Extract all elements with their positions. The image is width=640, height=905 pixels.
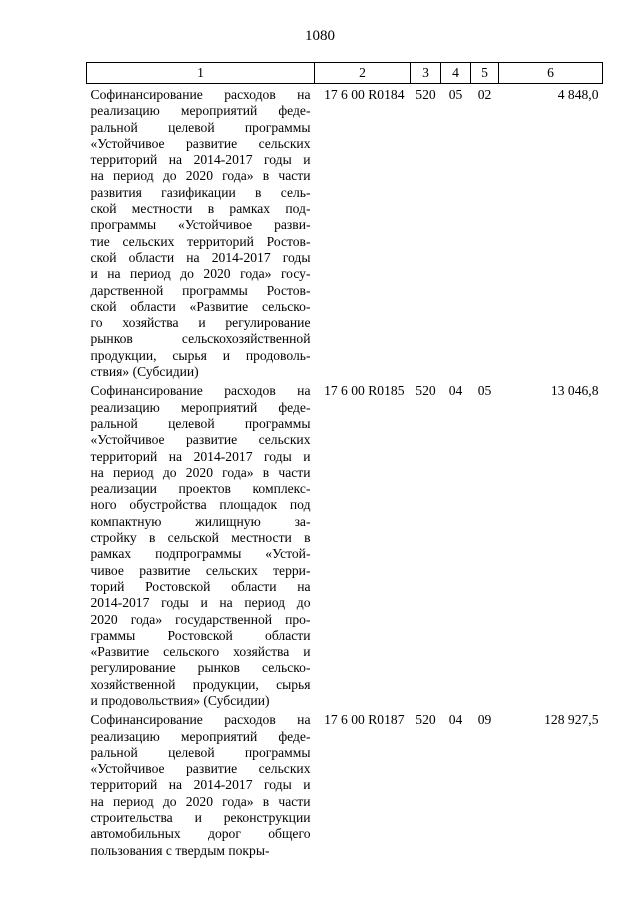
description-line: тие сельских территорий Ростов- — [90, 233, 311, 249]
budget-table — [86, 62, 603, 859]
description-line: на период до 2020 года» в части — [90, 168, 311, 184]
row-code: 17 6 00 R0184 — [324, 87, 405, 102]
column-header-6: 6 — [499, 63, 603, 84]
description-line: ской местности в рамках под- — [90, 201, 311, 217]
description-line: реализацию мероприятий феде- — [90, 103, 311, 119]
description-line: реализацию мероприятий феде- — [90, 399, 311, 415]
table-row — [87, 84, 603, 381]
row-column-5: 02 — [477, 87, 492, 102]
row-column-4: 05 — [448, 87, 463, 102]
row-description — [87, 84, 315, 381]
description-line: Софинансирование расходов на — [90, 383, 311, 399]
row-column-3: 520 — [415, 383, 436, 399]
description-line: продукции, сырья и продоволь- — [90, 347, 311, 363]
row-column-4: 04 — [448, 712, 463, 728]
description-line: реализации проектов комплекс- — [90, 481, 311, 497]
description-line: на период до 2020 года» в части — [90, 793, 311, 809]
description-line: Софинансирование расходов на — [90, 712, 311, 728]
description-line: 2014-2017 годы и на период до — [90, 595, 311, 611]
description-line: территорий на 2014-2017 годы и — [90, 448, 311, 464]
description-line: и продовольствия» (Субсидии) — [90, 692, 270, 708]
description-line: Софинансирование расходов на — [90, 87, 311, 102]
description-line: ствия» (Субсидии) — [90, 364, 199, 380]
description-line: торий Ростовской области на — [90, 578, 311, 594]
description-line: строительства и реконструкции — [90, 810, 311, 826]
table-row — [87, 380, 603, 709]
description-line: ской области «Развитие сельско- — [90, 298, 311, 314]
description-line: автомобильных дорог общего — [90, 826, 311, 842]
row-amount: 13 046,8 — [550, 383, 599, 399]
description-line: хозяйственной продукции, сырья — [90, 676, 311, 692]
description-line: ральной целевой программы — [90, 415, 311, 431]
row-code: 17 6 00 R0187 — [324, 712, 405, 728]
description-line: «Устойчивое развитие сельских — [90, 135, 311, 151]
description-line: ральной целевой программы — [90, 119, 311, 135]
description-line: рамках подпрограммы «Устой- — [90, 546, 311, 562]
description-line: «Развитие сельского хозяйства и — [90, 644, 311, 660]
header-row — [87, 63, 603, 84]
column-header-3: 3 — [411, 63, 441, 84]
row-description — [87, 709, 315, 859]
description-line: программы «Устойчивое разви- — [90, 217, 311, 233]
column-header-4: 4 — [441, 63, 471, 84]
description-line: пользования с твердым покры- — [90, 842, 270, 858]
description-line: территорий на 2014-2017 годы и — [90, 152, 311, 168]
column-header-5: 5 — [471, 63, 499, 84]
description-line: ральной целевой программы — [90, 744, 311, 760]
description-line: го хозяйства и регулирование — [90, 315, 311, 331]
table-header — [87, 63, 603, 84]
row-description — [87, 380, 315, 709]
table-row — [87, 709, 603, 859]
description-line: 2020 года» государственной про- — [90, 611, 311, 627]
description-line: на период до 2020 года» в части — [90, 464, 311, 480]
column-header-2: 2 — [315, 63, 411, 84]
description-line: и на период до 2020 года» госу- — [90, 266, 311, 282]
description-line: территорий на 2014-2017 годы и — [90, 777, 311, 793]
row-column-5: 09 — [477, 712, 492, 728]
description-line: развития газификации в сель- — [90, 184, 311, 200]
description-line: чивое развитие сельских терри- — [90, 562, 311, 578]
description-line: реализацию мероприятий феде- — [90, 728, 311, 744]
row-column-3: 520 — [415, 87, 436, 102]
row-column-4: 04 — [448, 383, 463, 399]
row-amount: 4 848,0 — [557, 87, 599, 102]
row-amount: 128 927,5 — [544, 712, 599, 728]
row-column-5: 05 — [477, 383, 492, 399]
page-number: 1080 — [305, 28, 335, 44]
row-code: 17 6 00 R0185 — [324, 383, 405, 399]
description-line: «Устойчивое развитие сельских — [90, 761, 311, 777]
description-line: стройку в сельской местности в — [90, 530, 311, 546]
description-line: граммы Ростовской области — [90, 627, 311, 643]
table-body — [87, 84, 603, 859]
description-line: ской области на 2014-2017 годы — [90, 249, 311, 265]
description-line: компактную жилищную за- — [90, 513, 311, 529]
row-column-3: 520 — [415, 712, 436, 728]
column-header-1: 1 — [87, 63, 315, 84]
description-line: «Устойчивое развитие сельских — [90, 432, 311, 448]
description-line: дарственной программы Ростов- — [90, 282, 311, 298]
description-line: рынков сельскохозяйственной — [90, 331, 311, 347]
description-line: регулирование рынков сельско- — [90, 660, 311, 676]
description-line: ного обустройства площадок под — [90, 497, 311, 513]
